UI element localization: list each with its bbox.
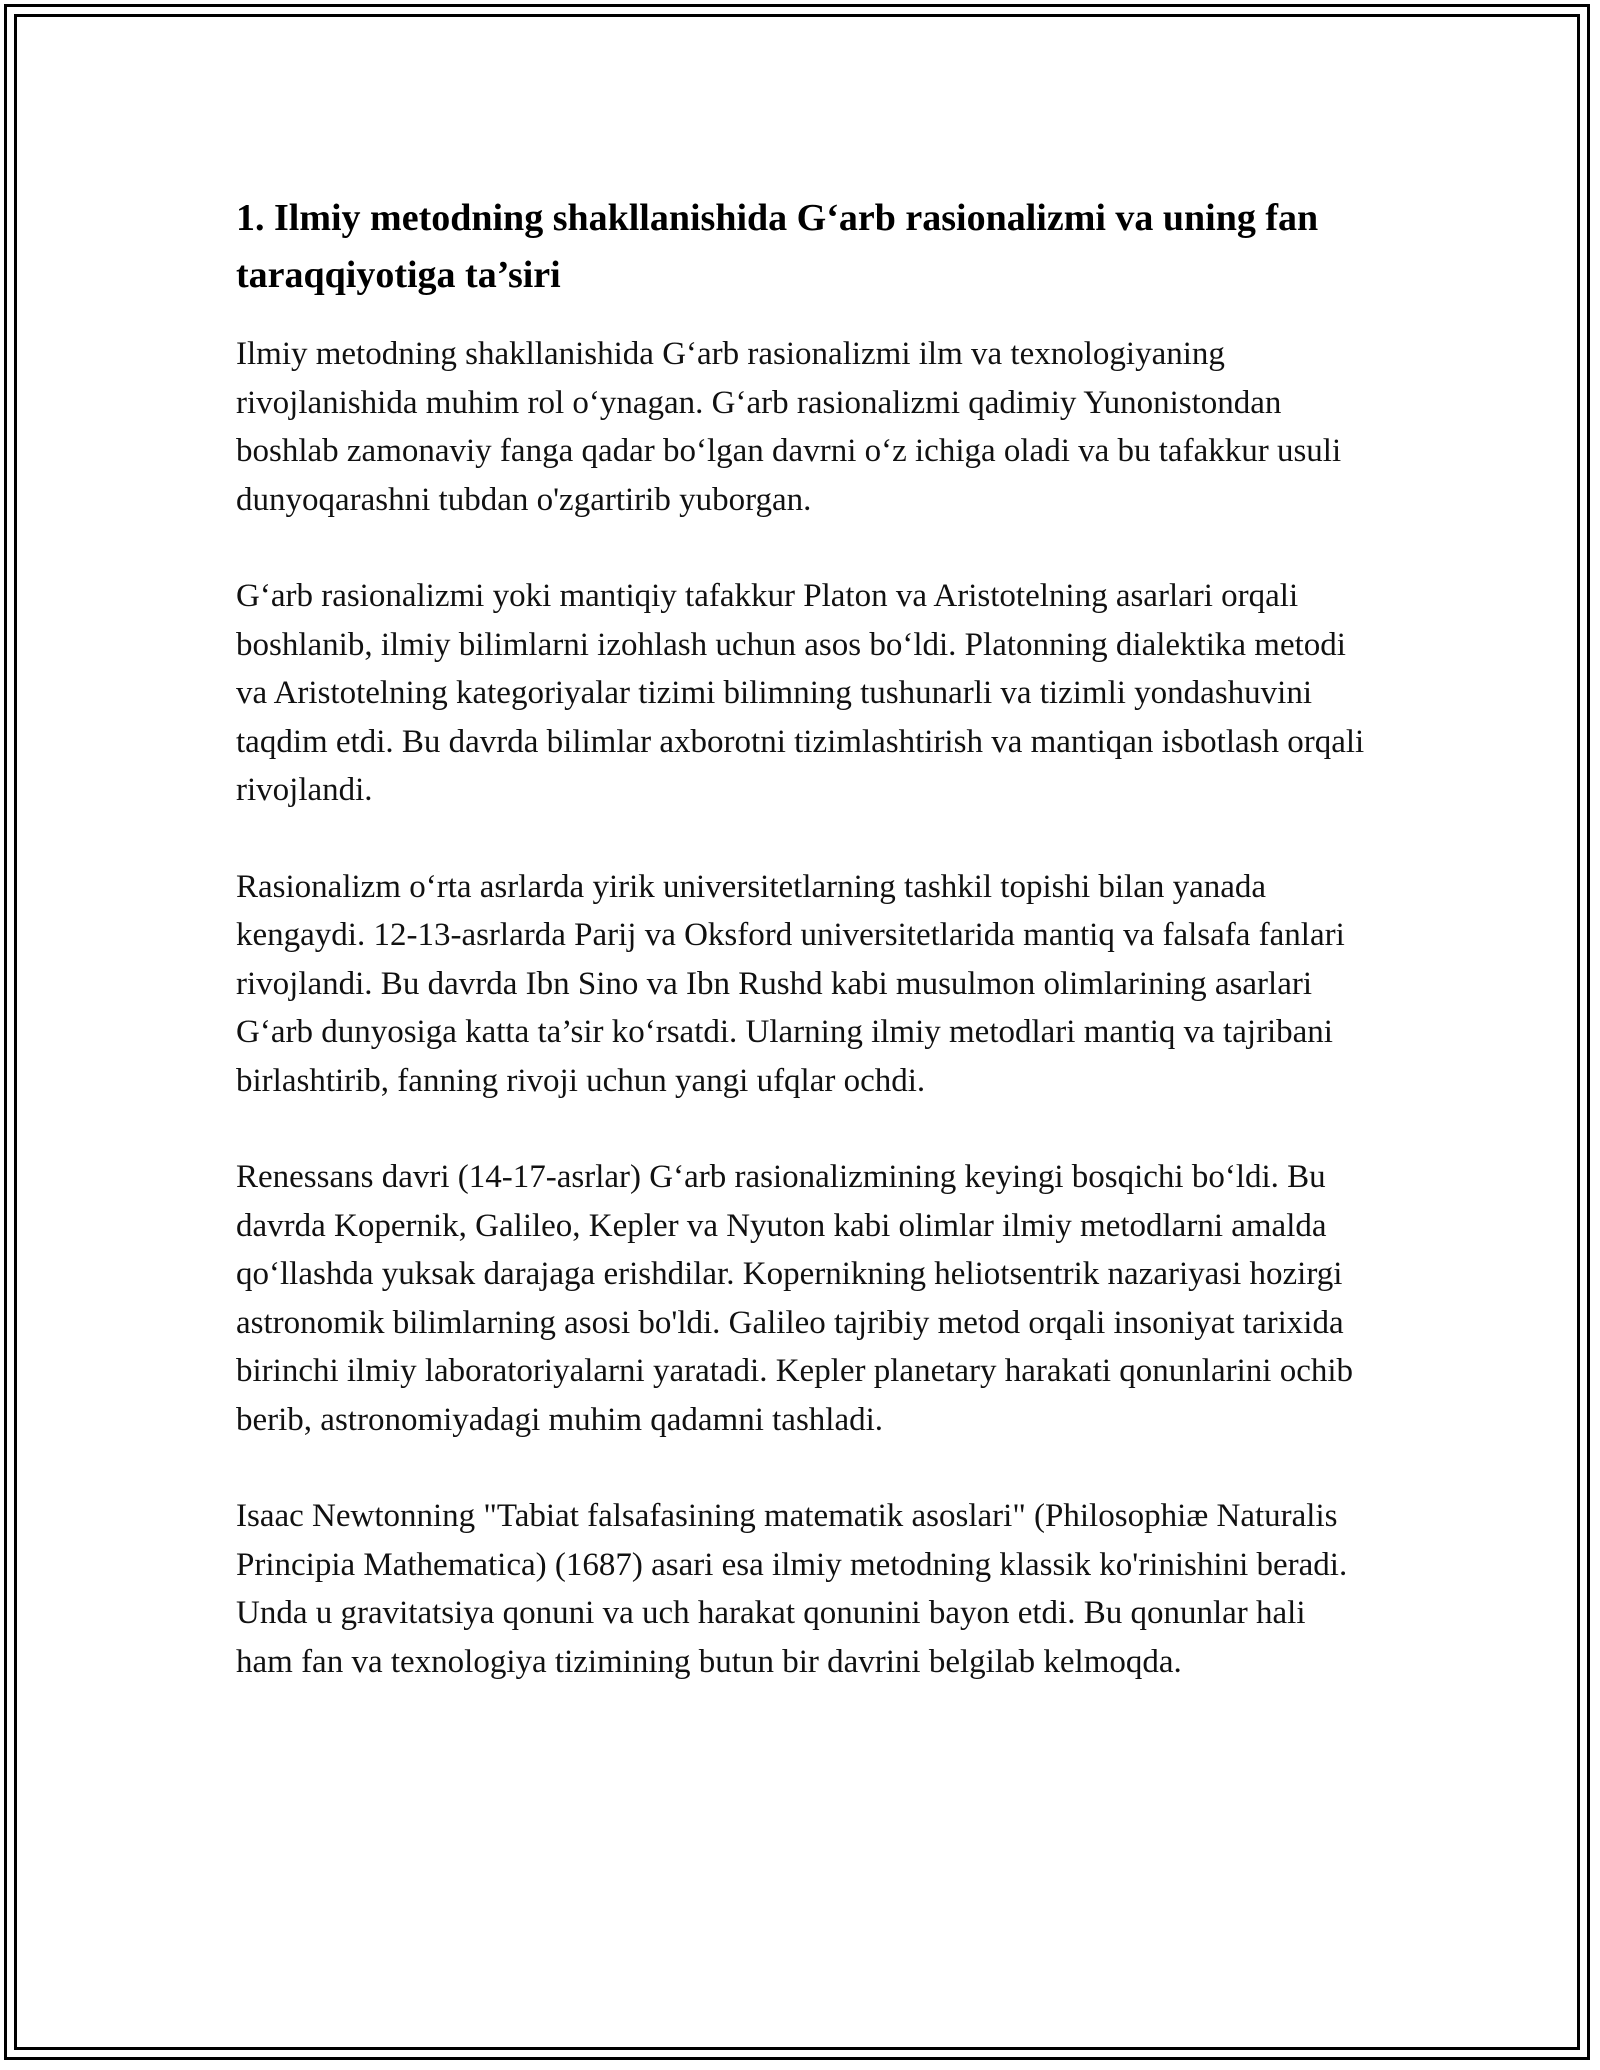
paragraph-intro: Ilmiy metodning shakllanishida G‘arb rasionalizmi ilm va texnologiyaning rivojlanishida muhim rol o‘ynagan. G‘arb rasionalizmi qadimiy Yunonistondan boshlab zamonaviy fanga qadar bo‘lgan davrni o‘z ichiga oladi va bu tafakkur usuli dunyoqarashni tubdan o'zgartirib yuborgan.	[236, 336, 1342, 518]
paragraph-antiquity: G‘arb rasionalizmi yoki mantiqiy tafakkur Platon va Aristotelning asarlari orqali boshlanib, ilmiy bilimlarni izohlash uchun asos bo‘ldi. Platonning dialektika metodi va Aristotelning kategoriyalar tizimi bilimning tushunarli va tizimli yondashuvini taqdim etdi. Bu davrda bilimlar axborotni tizimlashtirish va mantiqan isbotlash orqali rivojlandi.	[236, 578, 1365, 808]
paragraph-newton: Isaac Newtonning "Tabiat falsafasining matematik asoslari" (Philosophiæ Naturalis Principia Mathematica) (1687) asari esa ilmiy metodning klassik ko'rinishini beradi. Unda u gravitatsiya qonuni va uch harakat qonunini bayon etdi. Bu qonunlar hali ham fan va texnologiya tizimining butun bir davrini belgilab kelmoqda.	[236, 1498, 1348, 1680]
document-body	[236, 190, 1366, 1734]
page-title: 1. Ilmiy metodning shakllanishida G‘arb rasionalizmi va uning fan taraqqiyotiga ta’siri	[236, 197, 1319, 296]
paragraph-renaissance: Renessans davri (14-17-asrlar) G‘arb rasionalizmining keyingi bosqichi bo‘ldi. Bu davrda Kopernik, Galileo, Kepler va Nyuton kabi olimlar ilmiy metodlarni amalda qo‘llashda yuksak darajaga erishdilar. Kopernikning heliotsentrik nazariyasi hozirgi astronomik bilimlarning asosi bo'ldi. Galileo tajribiy metod orqali insoniyat tarixida birinchi ilmiy laboratoriyalarni yaratadi. Kepler planetary harakati qonunlarini ochib berib, astronomiyadagi muhim qadamni tashladi.	[236, 1159, 1354, 1438]
paragraph-middle-ages: Rasionalizm o‘rta asrlarda yirik universitetlarning tashkil topishi bilan yanada kengaydi. 12-13-asrlarda Parij va Oksford universitetlarida mantiq va falsafa fanlari rivojlandi. Bu davrda Ibn Sino va Ibn Rushd kabi musulmon olimlarining asarlari G‘arb dunyosiga katta ta’sir ko‘rsatdi. Ularning ilmiy metodlari mantiq va tajribani birlashtirib, fanning rivoji uchun yangi ufqlar ochdi.	[236, 868, 1345, 1099]
